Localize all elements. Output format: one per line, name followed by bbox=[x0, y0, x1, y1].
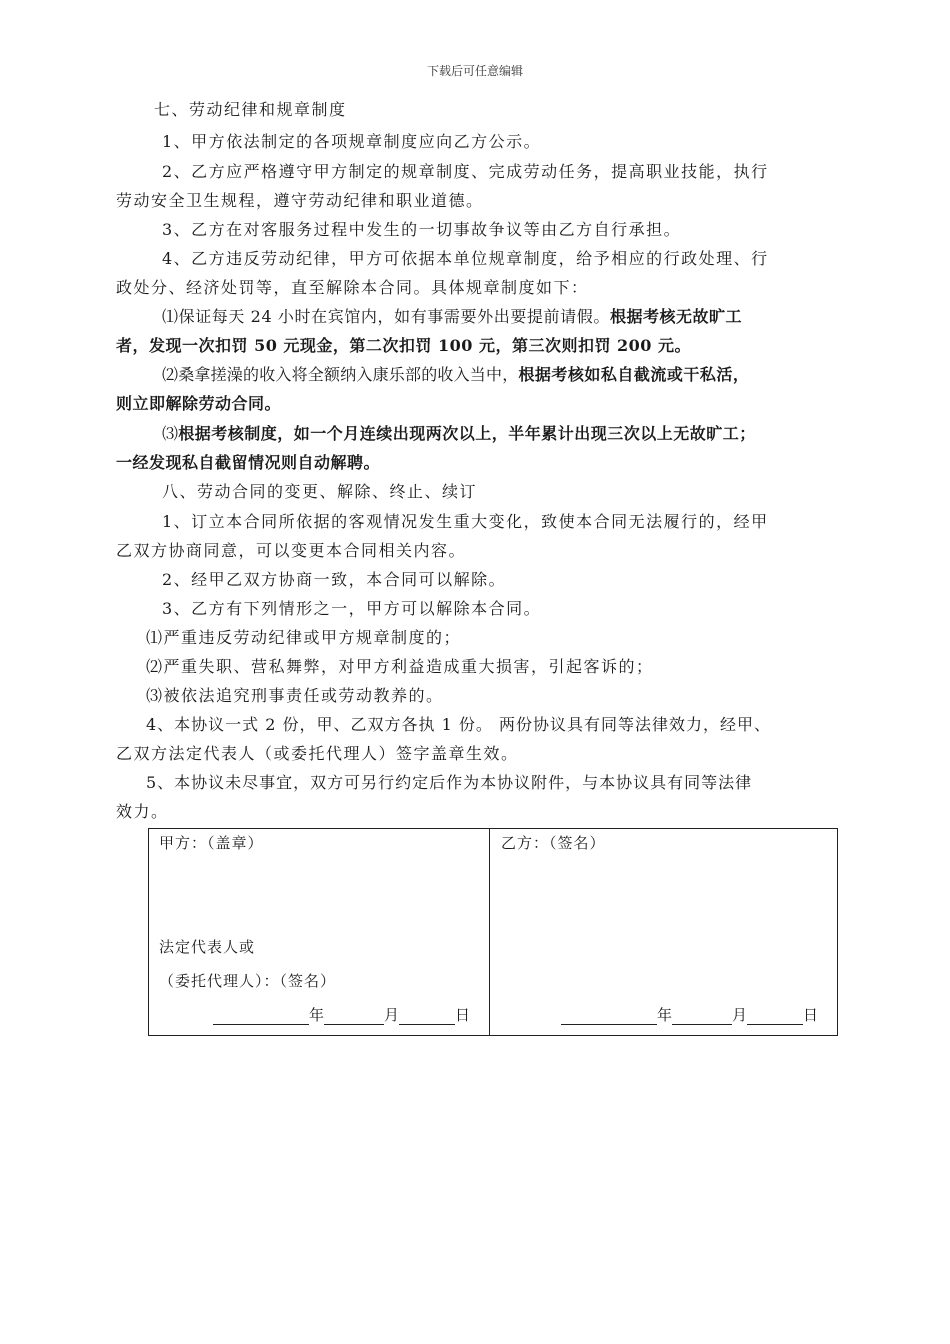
party-a-label: 甲方：（盖章） bbox=[159, 834, 264, 852]
section8-item-5-line2: 效力。 bbox=[116, 802, 169, 821]
rule-2-line1 bbox=[162, 365, 886, 385]
section7-item-4-line1: 4、乙方违反劳动纪律，甲方可依据本单位规章制度，给予相应的行政处理、行 bbox=[162, 249, 769, 268]
year-label: 年 bbox=[657, 1006, 673, 1024]
party-a-agent: （委托代理人）：（签名） bbox=[159, 972, 337, 990]
rule-1-text: ⑴保证每天 24 小时在宾馆内，如有事需要外出要提前请假。 bbox=[162, 307, 610, 326]
section8-item-4-line1: 4、本协议一式 2 份，甲、乙双方各执 1 份。 两份协议具有同等法律效力，经甲、 bbox=[146, 715, 771, 734]
termination-case-3: ⑶被依法追究刑事责任或劳动教养的。 bbox=[146, 686, 444, 705]
day-blank[interactable] bbox=[747, 1008, 803, 1025]
rule-3-line2: 一经发现私自截留情况则自动解聘。 bbox=[116, 453, 381, 472]
party-a-date bbox=[213, 1005, 470, 1025]
rule-1-line1 bbox=[162, 307, 886, 327]
rule-1-line2: 者，发现一次扣罚 50 元现金，第二次扣罚 100 元，第三次则扣罚 200 元。 bbox=[116, 336, 691, 355]
signature-divider bbox=[489, 829, 490, 1035]
rule-3-line1 bbox=[162, 424, 886, 444]
month-label: 月 bbox=[384, 1006, 400, 1024]
section8-item-1-line2: 乙双方协商同意，可以变更本合同相关内容。 bbox=[116, 541, 467, 560]
section8-item-5-line1: 5、本协议未尽事宜，双方可另行约定后作为本协议附件，与本协议具有同等法律 bbox=[146, 773, 753, 792]
day-label: 日 bbox=[455, 1006, 471, 1024]
section8-item-3: 3、乙方有下列情形之一，甲方可以解除本合同。 bbox=[162, 599, 542, 618]
day-blank[interactable] bbox=[399, 1008, 455, 1025]
section8-item-2: 2、经甲乙双方协商一致，本合同可以解除。 bbox=[162, 570, 507, 589]
month-blank[interactable] bbox=[324, 1008, 384, 1025]
section8-item-1-line1: 1、订立本合同所依据的客观情况发生重大变化，致使本合同无法履行的，经甲 bbox=[162, 512, 769, 531]
rule-2-line2: 则立即解除劳动合同。 bbox=[116, 394, 282, 413]
termination-case-2: ⑵严重失职、营私舞弊，对甲方利益造成重大损害，引起客诉的； bbox=[146, 657, 654, 676]
party-a-representative: 法定代表人或 bbox=[159, 938, 256, 956]
signature-table bbox=[148, 828, 838, 1036]
section8-item-4-line2: 乙双方法定代表人（或委托代理人）签字盖章生效。 bbox=[116, 744, 519, 763]
section7-item-1: 1、甲方依法制定的各项规章制度应向乙方公示。 bbox=[162, 132, 542, 151]
party-b-label: 乙方：（签名） bbox=[501, 834, 606, 852]
rule-2-text: ⑵桑拿搓澡的收入将全额纳入康乐部的收入当中， bbox=[162, 365, 519, 384]
day-label: 日 bbox=[803, 1006, 819, 1024]
section7-item-2-line2: 劳动安全卫生规程，遵守劳动纪律和职业道德。 bbox=[116, 191, 484, 210]
party-b-date bbox=[561, 1005, 818, 1025]
year-blank[interactable] bbox=[213, 1008, 309, 1025]
rule-3-bold: 根据考核制度，如一个月连续出现两次以上，半年累计出现三次以上无故旷工； bbox=[178, 424, 756, 443]
section7-item-4-line2: 政处分、经济处罚等，直至解除本合同。具体规章制度如下： bbox=[116, 278, 589, 297]
rule-1-bold: 根据考核无故旷工 bbox=[609, 307, 742, 326]
page-header-note: 下载后可任意编辑 bbox=[426, 64, 523, 78]
month-label: 月 bbox=[732, 1006, 748, 1024]
termination-case-1: ⑴严重违反劳动纪律或甲方规章制度的； bbox=[146, 628, 462, 647]
section8-title: 八、劳动合同的变更、解除、终止、续订 bbox=[162, 482, 478, 501]
month-blank[interactable] bbox=[672, 1008, 732, 1025]
rule-2-bold: 根据考核如私自截流或干私活， bbox=[518, 365, 750, 384]
year-label: 年 bbox=[309, 1006, 325, 1024]
rule-3-text: ⑶ bbox=[162, 424, 179, 443]
section7-title: 七、劳动纪律和规章制度 bbox=[154, 100, 347, 119]
section7-item-2-line1: 2、乙方应严格遵守甲方制定的规章制度、完成劳动任务，提高职业技能，执行 bbox=[162, 162, 769, 181]
section7-item-3: 3、乙方在对客服务过程中发生的一切事故争议等由乙方自行承担。 bbox=[162, 220, 682, 239]
year-blank[interactable] bbox=[561, 1008, 657, 1025]
